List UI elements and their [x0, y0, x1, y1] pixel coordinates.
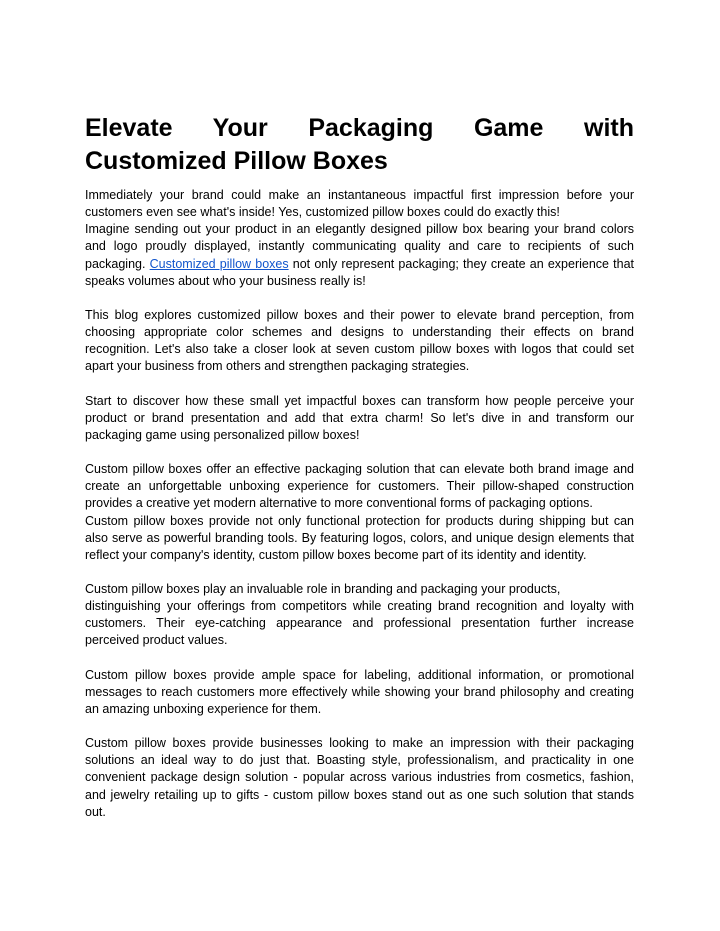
document-body	[85, 112, 634, 821]
paragraph-start-discover: Start to discover how these small yet impactful boxes can transform how people perceive your product or brand presentation and add that extra charm! So let's dive in and transform our packaging game using personalized pillow boxes!	[85, 393, 634, 442]
paragraph-branding-tools: Custom pillow boxes provide not only functional protection for products during shipping but can also serve as powerful branding tools. By featuring logos, colors, and unique design elements that reflect your company's identity, custom pillow boxes become part of its identity and identity.	[85, 513, 634, 562]
paragraph-invaluable-role	[85, 581, 634, 650]
paragraph-spacer	[85, 650, 634, 667]
paragraph-invaluable-role-line1: Custom pillow boxes play an invaluable role in branding and packaging your products,	[85, 581, 561, 596]
paragraph-blog-explores: This blog explores customized pillow boxes and their power to elevate brand perception, from choosing appropriate color schemes and designs to understanding their effects on brand recognition. Let's also take a closer look at seven custom pillow boxes with logos that could set apart your business from others and strengthen packaging strategies.	[85, 307, 634, 374]
paragraph-spacer	[85, 564, 634, 581]
paragraph-spacer	[85, 444, 634, 461]
customized-pillow-boxes-link[interactable]: Customized pillow boxes	[149, 256, 289, 271]
paragraph-spacer	[85, 376, 634, 393]
paragraph-businesses: Custom pillow boxes provide businesses looking to make an impression with their packaging solutions an ideal way to do just that. Boasting style, professionalism, and practicality in one convenient package design solution - popular across various industries from cosmetics, fashion, and jewelry retailing up to gifts - custom pillow boxes stand out as one such solution that stands out.	[85, 736, 634, 819]
paragraph-effective-solution: Custom pillow boxes offer an effective packaging solution that can elevate both brand image and create an unforgettable unboxing experience for customers. Their pillow-shaped construction provides a creative yet modern alternative to more conventional forms of packaging options.	[85, 462, 634, 511]
paragraph-spacer	[85, 290, 634, 307]
document-title: Elevate Your Packaging Game with Customized Pillow Boxes	[85, 114, 634, 175]
paragraph-spacer	[85, 718, 634, 735]
paragraph-ample-space: Custom pillow boxes provide ample space for labeling, additional information, or promotional messages to reach customers more effectively while showing your brand philosophy and creating an amazing unboxing experience for them.	[85, 667, 634, 716]
paragraph-invaluable-role-rest: distinguishing your offerings from competitors while creating brand recognition and loyalty with customers. Their eye-catching appearance and professional presentation further increase perceived product values.	[85, 599, 634, 648]
paragraph-imagine-text-start: Imagine sending out your product in an elegantly designed pillow box bearing your brand colors and logo proudly displayed, instantly communicating quality and care to recipients of such packaging.	[85, 222, 634, 271]
paragraph-imagine-text-end: not only represent packaging; they create an experience that speaks volumes about who your business really is!	[85, 256, 635, 288]
paragraph-imagine	[85, 221, 634, 290]
paragraph-intro: Immediately your brand could make an instantaneous impactful first impression before your customers even see what's inside! Yes, customized pillow boxes could do exactly this!	[85, 188, 634, 220]
